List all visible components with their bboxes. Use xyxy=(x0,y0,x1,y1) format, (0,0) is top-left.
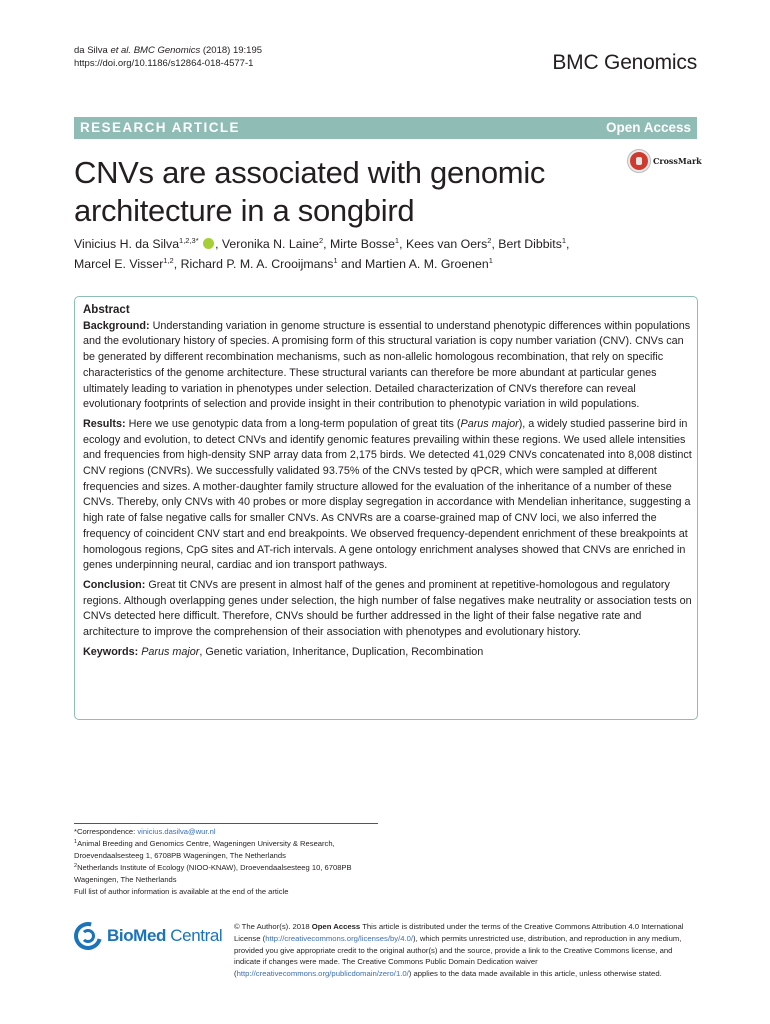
author-affiliation: 2 xyxy=(487,236,492,245)
doi-link[interactable]: https://doi.org/10.1186/s12864-018-4577-1 xyxy=(74,58,254,69)
background-text: Understanding variation in genome structure is essential to understand phenotypic differences within populations and the evolutionary history of species. A promising form of this structural variation is copy number variation (CNV). CNVs can be generated by different recombination mechanisms, such as non-allelic homologous recombination, that rely on specific characteristics of the genome architecture. These structural variants can therefore be more abundant at particular genes ultimately leading to variation in phenotypes under selection. Detailed characterization of CNVs therefore can reveal evolutionary footprints of selection and provide insight in their contribution to phenotypic variation in wild populations. xyxy=(83,319,691,411)
title-line-2: architecture in a songbird xyxy=(74,193,415,228)
affiliation-number: 1 xyxy=(74,838,78,845)
correspondence xyxy=(74,826,384,838)
citation-etal: et al. xyxy=(110,45,132,56)
conclusion-label: Conclusion: xyxy=(83,578,146,591)
affiliation-text: Animal Breeding and Genomics Centre, Wageningen University & Research, Droevendaalsesteeg 1, 6708PB Wageningen, The Netherlands xyxy=(74,838,335,860)
author-affiliation: 1 xyxy=(561,236,567,245)
copyright-text: © The Author(s). 2018 xyxy=(234,922,310,931)
article-type-label: RESEARCH ARTICLE xyxy=(80,120,240,135)
abstract-keywords xyxy=(83,645,693,661)
author-name[interactable]: Veronika N. Laine xyxy=(221,237,319,251)
author-name[interactable]: Martien A. M. Groenen xyxy=(364,257,489,271)
author-affiliation: 1 xyxy=(488,256,493,265)
author-affiliation: 1,2,3* xyxy=(179,236,199,245)
results-label: Results: xyxy=(83,417,126,430)
affiliation-number: 2 xyxy=(74,862,78,869)
orcid-icon[interactable] xyxy=(203,238,214,249)
keywords-label: Keywords: xyxy=(83,645,139,658)
biomed-central-wordmark: BioMed Central xyxy=(107,926,223,945)
results-text-b: ), a widely studied passerine bird in ecology and evolution, to detect CNVs and identify genomic features prevailing within these regions. We used allele intensities and frequencies from high-density SNP array data from 2,175 birds. We detected 41,029 CNVs concatenated into 8,008 distinct CNV regions (CNVRs). We successfully validated 93.75% of the CNVs tested by qPCR, which were sampled at different frequencies and sizes. A mother-daughter family structure allowed for the evaluation of the inheritance of a number of these CNVs. Thereby, only CNVs with 40 probes or more display segregation in accordance with Mendelian inheritance, suggesting a high rate of false negative calls for smaller CNVs. As CNVRs are a coarse-grained map of CNV loci, we also inferred the frequency of coincident CNV start and end breakpoints. We observed frequency-dependent enrichment of these breakpoints at homologous regions, CpG sites and AT-rich intervals. A gene ontology enrichment analyses showed that CNVs are enriched in genes underpinning neural, cardiac and ion transport pathways. xyxy=(83,417,692,572)
open-access-label: Open Access xyxy=(605,120,691,135)
abstract-background xyxy=(83,319,693,413)
keywords-species: Parus major xyxy=(141,645,200,658)
cc-zero-license-link[interactable]: http://creativecommons.org/publicdomain/zero/1.0/ xyxy=(236,969,409,979)
abstract-box xyxy=(74,296,698,720)
citation-journal: BMC Genomics xyxy=(133,45,201,56)
license-text-a: This article is distributed under the terms of the Creative Commons Attribution 4.0 International License ( xyxy=(234,922,684,943)
author-list: Vinicius H. da Silva$^{1,2,3*}$ , Veronika N. Laine$^2$, Mirte Bosse$^1$, Kees van Oers$^2$, Bert Dibbits$^1$, Marcel E. Visser$^{1,2}$, Richard P. M. A. Crooijmans$^1$ and Martien A. M. Groenen$^1$ xyxy=(74,236,570,271)
citation-author: da Silva xyxy=(74,45,108,56)
abstract-results xyxy=(83,417,693,574)
citation-year-volume: (2018) 19:195 xyxy=(202,45,263,56)
author-name[interactable]: Kees van Oers xyxy=(405,237,488,251)
affiliation-1 xyxy=(74,838,384,862)
license-text-b: ), which permits unrestricted use, distribution, and reproduction in any medium, provided you give appropriate credit to the original author(s) and the source, provide a link to the Creative Commons license, and indicate if changes were made. The Creative Commons Public Domain Dedication waiver ( xyxy=(234,933,682,979)
crossmark-badge[interactable] xyxy=(628,150,700,172)
abstract-heading: Abstract xyxy=(83,304,130,316)
title-line-1: CNVs are associated with genomic xyxy=(74,155,546,190)
crossmark-label: CrossMark xyxy=(653,156,702,166)
citation-block xyxy=(74,44,262,70)
author-affiliation: 1 xyxy=(394,236,400,245)
footnotes xyxy=(74,826,384,897)
article-title xyxy=(74,154,614,230)
crossmark-icon xyxy=(628,150,650,172)
abstract-conclusion xyxy=(83,578,693,641)
license-statement xyxy=(234,921,699,980)
correspondence-email-link[interactable]: vinicius.dasilva@wur.nl xyxy=(137,827,216,836)
cc-by-license-link[interactable]: http://creativecommons.org/licenses/by/4.0/ xyxy=(265,933,414,943)
author-affiliation: 1,2 xyxy=(163,256,174,265)
affiliation-2 xyxy=(74,862,384,886)
author-name[interactable]: Bert Dibbits xyxy=(498,237,562,251)
biomed-central-logo[interactable] xyxy=(74,920,224,952)
author-name[interactable]: Marcel E. Visser xyxy=(74,257,164,271)
full-author-info-note: Full list of author information is available at the end of the article xyxy=(74,886,289,896)
citation-line xyxy=(74,44,262,57)
author-conjunction: and xyxy=(341,257,362,271)
footnote-divider xyxy=(74,823,378,824)
results-species: Parus major xyxy=(460,417,519,430)
open-access-bold: Open Access xyxy=(311,922,361,931)
keywords-rest: , Genetic variation, Inheritance, Duplication, Recombination xyxy=(199,645,484,658)
conclusion-text: Great tit CNVs are present in almost half of the genes and prominent at repetitive-homologous and regulatory regions. Although overlapping genes under selection, the high number of false negatives make neutrality or association tests on CNVs detected here difficult. Therefore, CNVs should be further addressed in the light of their false negative rate and architecture to improve the comprehension of their association with phenotypes and evolutionary history. xyxy=(83,578,692,639)
results-text-a: Here we use genotypic data from a long-term population of great tits ( xyxy=(128,417,461,430)
author-name[interactable]: Mirte Bosse xyxy=(330,237,395,251)
author-affiliation: 1 xyxy=(333,256,338,265)
background-label: Background: xyxy=(83,319,150,332)
journal-name: BMC Genomics xyxy=(552,51,697,74)
author-name[interactable]: Vinicius H. da Silva xyxy=(74,237,180,251)
abstract-content xyxy=(83,303,693,664)
author-affiliation: 2 xyxy=(318,236,324,245)
license-text-c: ) applies to the data made available in this article, unless otherwise stated. xyxy=(408,969,662,979)
author-name[interactable]: Richard P. M. A. Crooijmans xyxy=(180,257,334,271)
affiliation-text: Netherlands Institute of Ecology (NIOO-KNAW), Droevendaalsesteeg 10, 6708PB Wageningen, The Netherlands xyxy=(74,862,352,884)
correspondence-label: *Correspondence: xyxy=(74,827,136,836)
article-type-banner xyxy=(74,117,697,139)
